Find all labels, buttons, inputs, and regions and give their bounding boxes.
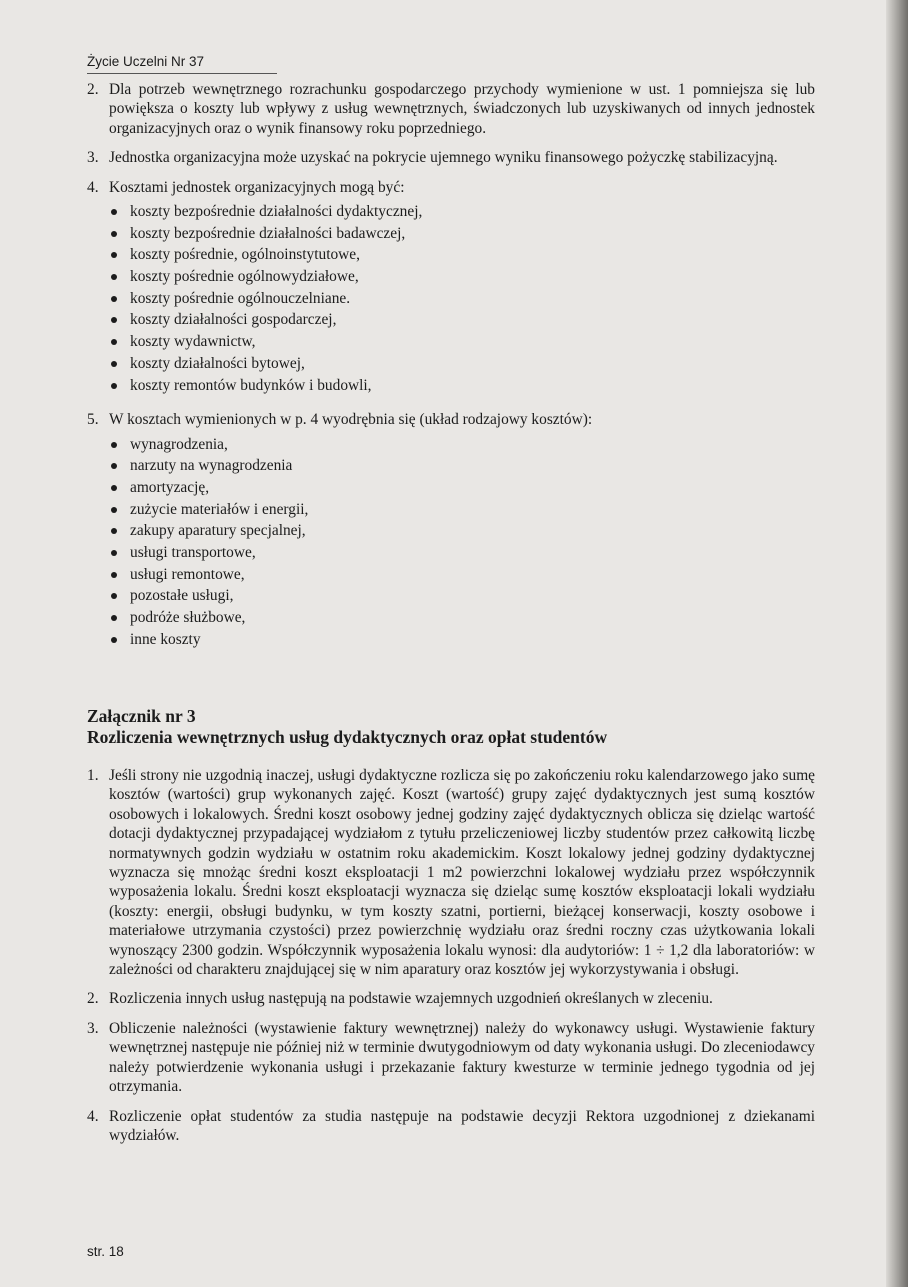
header-rule bbox=[87, 73, 277, 74]
item-number: 3. bbox=[87, 149, 99, 167]
list-item: amortyzację, bbox=[109, 477, 815, 499]
paragraph-item-2 bbox=[87, 80, 815, 138]
annex-item-3 bbox=[87, 1019, 815, 1097]
list-item: narzuty na wynagrodzenia bbox=[109, 455, 815, 477]
paragraph-item-5 bbox=[87, 410, 815, 429]
item-number: 5. bbox=[87, 411, 99, 429]
page-edge-shadow bbox=[886, 0, 908, 1287]
list-item: koszty pośrednie ogólnouczelniane. bbox=[109, 288, 815, 310]
list-item: koszty pośrednie, ogólnoinstytutowe, bbox=[109, 244, 815, 266]
list-item: koszty wydawnictw, bbox=[109, 331, 815, 353]
item-text: Obliczenie należności (wystawienie faktury wewnętrznej) należy do wykonawcy usługi. Wystawienie faktury wewnętrznej następuje nie później niż w terminie dwutygodniowym od daty wykonania usługi. Do zleceniodawcy należy potwierdzenie wykonania usługi i przekazanie faktury kwesturze w terminie jednego tygodnia od jej otrzymania. bbox=[109, 1019, 815, 1096]
item-number: 1. bbox=[87, 767, 99, 784]
costs-list bbox=[109, 201, 815, 396]
list-item: wynagrodzenia, bbox=[109, 434, 815, 456]
running-header: Życie Uczelni Nr 37 bbox=[87, 54, 205, 69]
list-item: zużycie materiałów i energii, bbox=[109, 499, 815, 521]
list-item: koszty pośrednie ogólnowydziałowe, bbox=[109, 266, 815, 288]
annex-items bbox=[87, 766, 815, 1145]
list-item: zakupy aparatury specjalnej, bbox=[109, 520, 815, 542]
item-text: Rozliczenie opłat studentów za studia następuje na podstawie decyzji Rektora uzgodnionej z dziekanami wydziałów. bbox=[109, 1107, 815, 1144]
list-item: pozostałe usługi, bbox=[109, 585, 815, 607]
item-number: 4. bbox=[87, 178, 99, 196]
item-text: Jednostka organizacyjna może uzyskać na pokrycie ujemnego wyniku finansowego pożyczkę stabilizacyjną. bbox=[109, 149, 778, 167]
paragraph-item-3 bbox=[87, 148, 815, 167]
list-item: inne koszty bbox=[109, 629, 815, 651]
section-content bbox=[87, 80, 815, 661]
list-item: usługi remontowe, bbox=[109, 564, 815, 586]
item-number: 4. bbox=[87, 1107, 99, 1125]
annex-section bbox=[87, 706, 815, 1155]
item-text: Rozliczenia innych usług następują na podstawie wzajemnych uzgodnień określanych w zleceniu. bbox=[109, 990, 713, 1008]
list-item: koszty działalności gospodarczej, bbox=[109, 309, 815, 331]
list-item: koszty działalności bytowej, bbox=[109, 353, 815, 375]
item-text: Kosztami jednostek organizacyjnych mogą być: bbox=[109, 178, 405, 196]
item-text: Dla potrzeb wewnętrznego rozrachunku gospodarczego przychody wymienione w ust. 1 pomniejsza się lub powiększa o koszty lub wpływy z usług wewnętrznych, świadczonych lub uzyskiwanych od innych jednostek organizacyjnych oraz o wynik finansowy roku poprzedniego. bbox=[109, 81, 815, 137]
annex-item-2 bbox=[87, 989, 815, 1008]
list-item: podróże służbowe, bbox=[109, 607, 815, 629]
item-text: W kosztach wymienionych w p. 4 wyodrębnia się (układ rodzajowy kosztów): bbox=[109, 411, 593, 429]
annex-item-1 bbox=[87, 766, 815, 979]
paragraph-item-4 bbox=[87, 178, 815, 197]
list-item: koszty bezpośrednie działalności dydaktycznej, bbox=[109, 201, 815, 223]
cost-types-list bbox=[109, 434, 815, 651]
annex-subtitle: Rozliczenia wewnętrznych usług dydaktycznych oraz opłat studentów bbox=[87, 727, 608, 747]
annex-title: Załącznik nr 3 bbox=[87, 706, 196, 726]
list-item: koszty bezpośrednie działalności badawczej, bbox=[109, 223, 815, 245]
list-item: usługi transportowe, bbox=[109, 542, 815, 564]
item-number: 2. bbox=[87, 81, 99, 98]
list-item: koszty remontów budynków i budowli, bbox=[109, 375, 815, 397]
item-text: Jeśli strony nie uzgodnią inaczej, usługi dydaktyczne rozlicza się po zakończeniu roku kalendarzowego jako sumę kosztów (wartości) grup wykonanych zajęć. Koszt (wartość) grupy zajęć dydaktycznych jest sumą kosztów osobowych i lokalowych. Średni koszt osobowy jednej godziny zajęć dydaktycznych oblicza się dzieląc wartość dotacji dydaktycznej przypadającej wydziałom z tytułu przeliczeniowej liczby studentów przez całkowitą liczbę normatywnych godzin wydziału w ostatnim roku akademickim. Koszt lokalowy jednej godziny dydaktycznej wyznacza się mnożąc średni koszt eksploatacji 1 m2 powierzchni lokalowej wydziału przez współczynnik wyposażenia lokalu. Średni koszt eksploatacji wyznacza się dzieląc sumę kosztów eksploatacji lokali wydziału (koszty: energii, obsługi budynku, w tym koszty szatni, portierni, bieżącej konserwacji, koszty osobowe i materiałowe utrzymania czystości) przez powierzchnię wydziału oraz średni roczny czas użytkowania lokali wynoszący 2300 godzin. Współczynnik wyposażenia lokalu wynosi: dla audytoriów: 1 ÷ 1,2 dla laboratoriów: w zależności od charakteru znajdującej się w nim aparatury oraz kosztów jej wykorzystywania i obsługi. bbox=[109, 767, 815, 979]
item-number: 2. bbox=[87, 990, 99, 1008]
page-number: str. 18 bbox=[87, 1244, 124, 1259]
annex-item-4 bbox=[87, 1107, 815, 1146]
item-number: 3. bbox=[87, 1019, 99, 1037]
